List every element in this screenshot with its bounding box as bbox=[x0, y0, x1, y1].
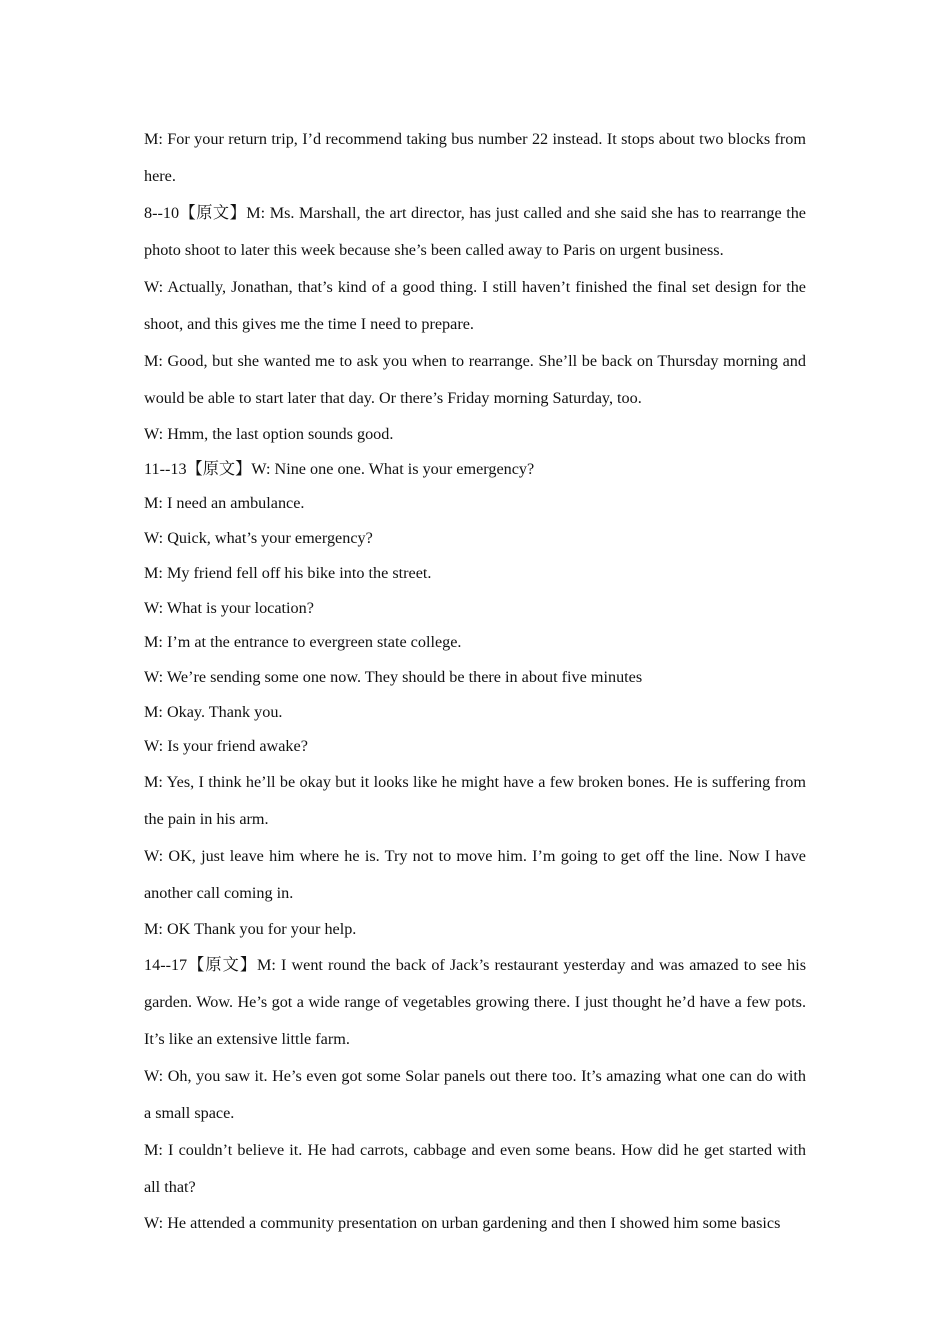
paragraph: 14--17【原文】M: I went round the back of Jack’s restaurant yesterday and was amazed to see his garden. Wow. He’s got a wide range of vegetables growing there. I just thought he’d have a few pots. It’s like an extensive little farm. bbox=[144, 955, 806, 1048]
paragraph: W: Oh, you saw it. He’s even got some Solar panels out there too. It’s amazing what one can do with a small space. bbox=[144, 1066, 806, 1122]
paragraph: W: He attended a community presentation on urban gardening and then I showed him some basics bbox=[144, 1213, 781, 1232]
paragraph: 8--10【原文】M: Ms. Marshall, the art director, has just called and she said she has to rearrange the photo shoot to later this week because she’s been called away to Paris on urgent business. bbox=[144, 204, 806, 259]
paragraph: M: For your return trip, I’d recommend taking bus number 22 instead. It stops about two blocks from here. bbox=[144, 130, 806, 185]
paragraph: M: OK Thank you for your help. bbox=[144, 920, 357, 939]
paragraph: M: Yes, I think he’ll be okay but it looks like he might have a few broken bones. He is suffering from the pain in his arm. bbox=[144, 773, 806, 829]
paragraph: M: My friend fell off his bike into the street. bbox=[144, 563, 432, 582]
paragraph: W: We’re sending some one now. They should be there in about five minutes bbox=[144, 667, 643, 686]
paragraph: M: I’m at the entrance to evergreen state college. bbox=[144, 633, 462, 652]
paragraph: W: OK, just leave him where he is. Try not to move him. I’m going to get off the line. Now I have another call coming in. bbox=[144, 847, 806, 903]
transcript-body bbox=[144, 121, 806, 1240]
paragraph: 11--13【原文】W: Nine one one. What is your emergency? bbox=[144, 459, 535, 478]
paragraph: W: Quick, what’s your emergency? bbox=[144, 529, 373, 548]
paragraph: M: I need an ambulance. bbox=[144, 494, 305, 513]
paragraph: W: What is your location? bbox=[144, 598, 314, 617]
paragraph: W: Is your friend awake? bbox=[144, 737, 308, 756]
paragraph: M: Good, but she wanted me to ask you when to rearrange. She’ll be back on Thursday morning and would be able to start later that day. Or there’s Friday morning Saturday, too. bbox=[144, 352, 806, 407]
paragraph: M: Okay. Thank you. bbox=[144, 702, 283, 721]
paragraph: M: I couldn’t believe it. He had carrots, cabbage and even some beans. How did he get started with all that? bbox=[144, 1140, 806, 1196]
paragraph: W: Hmm, the last option sounds good. bbox=[144, 425, 394, 443]
paragraph: W: Actually, Jonathan, that’s kind of a good thing. I still haven’t finished the final set design for the shoot, and this gives me the time I need to prepare. bbox=[144, 278, 806, 333]
